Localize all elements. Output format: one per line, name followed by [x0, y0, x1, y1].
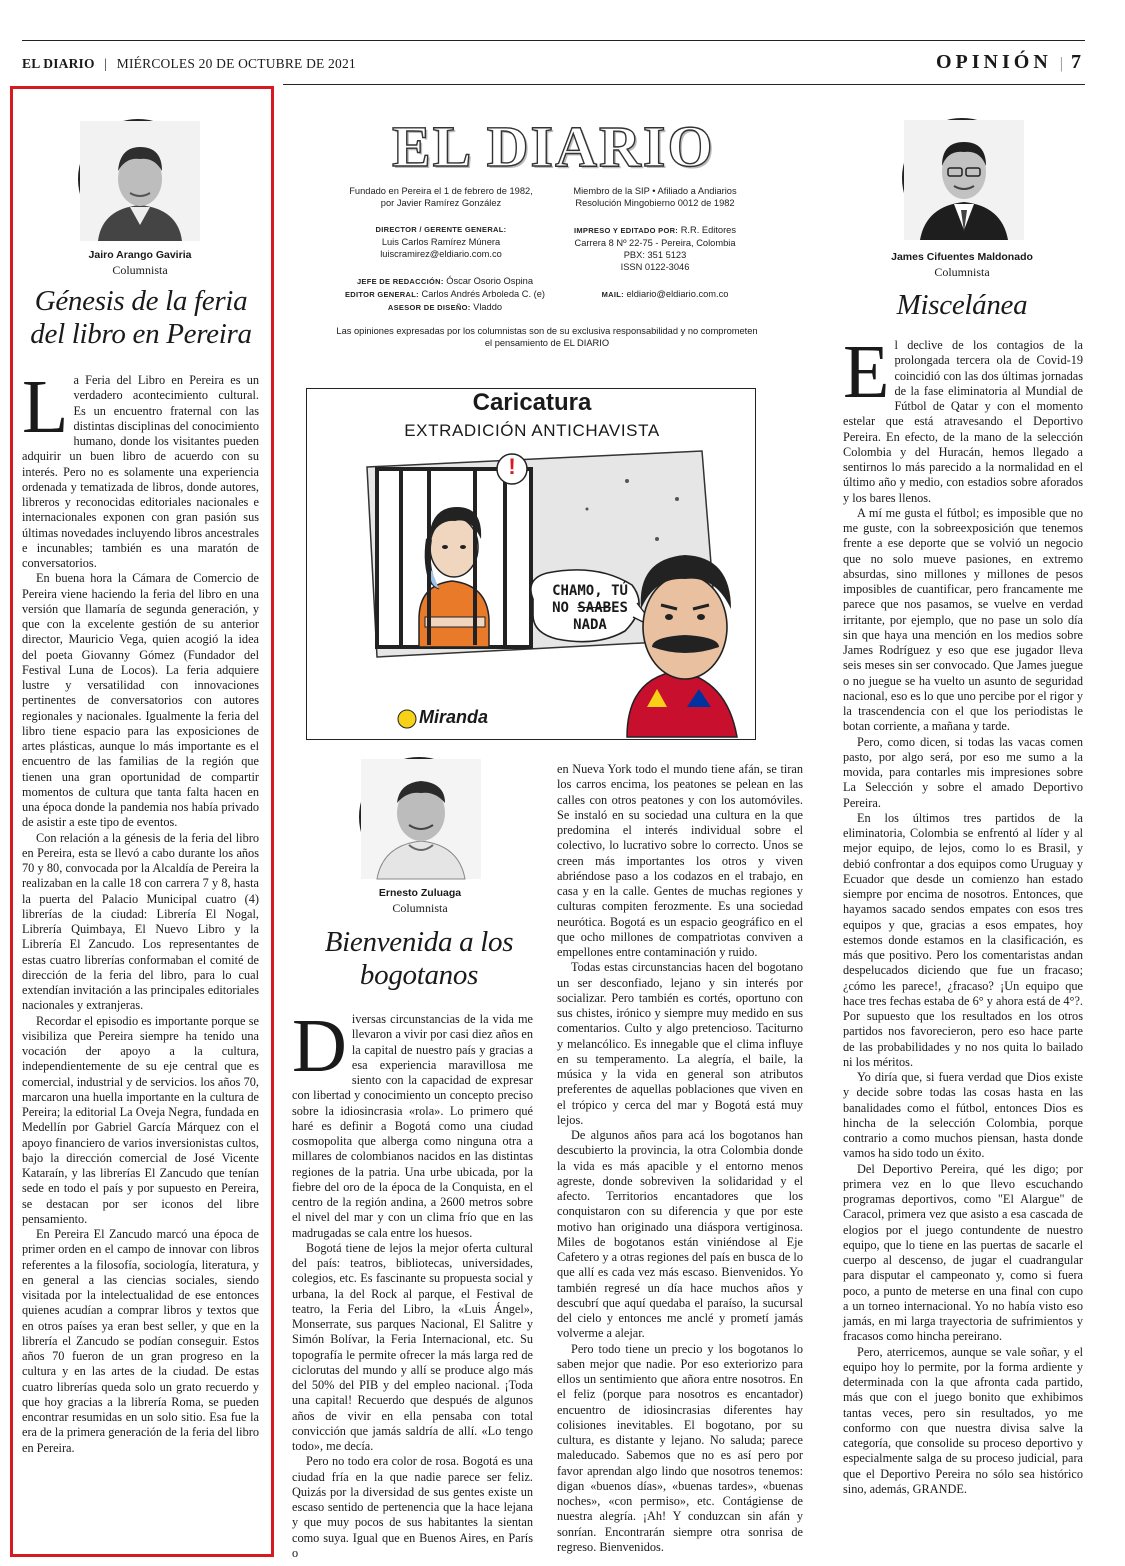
cartoon-heading: Caricatura: [472, 389, 592, 416]
masthead-membership: [555, 185, 755, 209]
pbx-line: PBX: 351 5123: [623, 250, 687, 260]
paragraph: A mí me gusta el fútbol; es imposible que no me guste, con la sobreexposición que tenemos frente a ese deporte que se volvió un negocio que no solo mueve pasiones, en extremo absurdas, sino millones y millones de pesos imposibles de cuantificar, pero francamente me parece que nos pasamos, se vuelve en verdad irritante, por ejemplo, que no pase un solo día sin que haya una mención en los medios sobre James Rodríguez y eso que ese jugador lleva seis meses sin ser convocado. Que James juegue o no juegue se ha vuelto un asunto de seguridad nacional, eso es lo que uno percibe por el rigor y la trascendencia con el que los periodistas le botan corriente, a mañana y tarde.: [843, 505, 1083, 734]
director-label: DIRECTOR / GERENTE GENERAL:: [375, 225, 507, 234]
article-title: Miscelánea: [896, 289, 1028, 321]
mail-address[interactable]: eldiario@eldiario.com.co: [626, 289, 729, 299]
paragraph: Pero todo tiene un precio y los bogotanos lo saben mejor que nadie. Por eso exteriorizo para ellos un sentimiento que añora entre nosotros. En el feliz (porque para nosotros es encantador) encuentro de idiosincrasias diferentes hay colisiones inevitables. El bogotano, por su cultura, es distante y lejano. No saluda; parece maleducado. Sabemos que no es así pero por favor aprendan algo lindo que nosotros tenemos: digan «buenos días», «buenas tardes», «buenas noches», «con permiso», etc. Contágiense de nuestra alegría. ¡Ah! Y conduzcan sin afán y sonrían. Encontrarán siempre otra sonrisa de regreso. Bienvenidos.: [557, 1341, 803, 1554]
header-separator: |: [104, 56, 108, 71]
design-label: ASESOR DE DISEÑO:: [387, 303, 471, 312]
founder-line: por Javier Ramírez González: [380, 198, 502, 208]
cartoon-title: EXTRADICIÓN ANTICHAVISTA: [404, 421, 660, 440]
page-number: 7: [1071, 51, 1085, 73]
paragraph: Del Deportivo Pereira, qué les digo; por primera vez en lo que llevo escuchando programas deportivos, como "El Alargue" de Caracol, primera vez que asisto a esa cascada de elogios por el juego contundente de nuestro equipo, que lo tiene en las puertas de sacarle el cuerpo al descenso, de jugar el cuadrangular para disputar el campeonato y, como si fuera poco, a punto de meterse en una final con cupo a un torneo internacional. Yo no había visto eso jamás, en mi larga trayectoria de sufrimientos y fracasos como hincha pereirano.: [843, 1161, 1083, 1344]
paragraph: Con relación a la génesis de la feria del libro en Pereira, esta se llevó a cabo durante los años 70 y 80, convocada por la Alcaldía de Pereira la realizaban en la calle 18 con carrera 7 y 8, hasta la puerta del Palacio Municipal cuatro (4) librerías de la ciudad: Librería El Nogal, Librería Quimbaya, El Nuevo Libro y la Librería El Zancudo. Los representantes de estas cuatro librerías conformaban el comité de dirección de la feria del libro, para lo cual extendían invitación a las principales editoriales nacionales y extranjeras.: [22, 830, 259, 1013]
paragraph: En buena hora la Cámara de Comercio de Pereira viene haciendo la feria del libro en una versión que llamaría de segunda generación, y que con la excelente gestión de su anterior director, Mauricio Vega, quien acogió la idea del poeta Giovanny Gómez (Fundador del Festival Luna de Locos). La feria adquiere lustre y versatilidad con innovaciones pertinentes de conversatorios con autores regionales y nacionales. Igualmente la feria del libro tiene espacio para las exposiciones de artes plásticas, aunque lo más importante es el encuentro de las familias de la región que tienen una gran oportunidad de compartir momentos de cultura que tanta falta hacen en una época donde la pandemia nos había privado de asistir a este tipo de eventos.: [22, 571, 259, 830]
edition-date: MIÉRCOLES 20 DE OCTUBRE DE 2021: [116, 56, 356, 71]
member-line: Miembro de la SIP • Afiliado a Andiarios: [573, 186, 737, 196]
drop-cap: E: [843, 330, 890, 414]
author-photo-jairo: [78, 119, 198, 239]
resolution-line: Resolución Mingobierno 0012 de 1982: [575, 198, 735, 208]
redaccion-name: Óscar Osorio Ospina: [446, 276, 534, 286]
bubble-line-3: NADA: [573, 617, 607, 633]
bubble-strike: SAAB: [577, 600, 612, 616]
author-name: Ernesto Zuluaga: [378, 887, 462, 899]
paragraph: En los últimos tres partidos de la eliminatoria, Colombia se enfrentó al líder y al mejor equipo, de lejos, como lo es Brasil, y debió confrontar a dos equipos como Uruguay y Ecuador que desde un comienzo han estado siempre por encima de nosotros. Entonces, que hayamos sacado sendos empates con esos tres equipos y que, gracias a esos empates, hoy estemos donde estamos en la clasificación, es más que positivo. Pero los comentaristas andan despelucados diciendo que fue un fracaso; ¿cómo les parece!, ¿fracaso? ¡Un equipo que hace tres fechas estaba de 6° y ahora está de 4°?. Por supuesto que los resultados en los otros partidos nos favorecieron, pero eso hace parte de las probabilidades y no nos quita lo bailado ni los méritos.: [843, 810, 1083, 1069]
masthead-editors: [330, 275, 560, 314]
paragraph: Recordar el episodio es importante porque se visibiliza que Pereira siempre ha tenido una vocación der apoyo a la cultura, independientemente de su eje central que es comercial, industrial y de servicios. los años 70, marcaron una huella importante en la cultura de Pereira; la editorial La Oveja Negra, fundada en Medellín por Gabriel García Márquez con el apoyo financiero de varios inversionistas cultos, bajo la dirección comercial de José Vicente Kataraín, y las librerías El Zancudo que tenían sede en todo el país y por supuesto en Pereira, se destacan por ser iconos del libre pensamiento.: [22, 1013, 259, 1226]
editor-label: EDITOR GENERAL:: [344, 290, 419, 299]
cartoon-box: [306, 388, 756, 740]
paragraph: Pero, como dicen, si todas las vacas comen pasto, por algo será, por eso me sumo a la movida, para contarles mis impresiones sobre La Selección y sobre el amado Deportivo Pereira.: [843, 734, 1083, 810]
paragraph: en Nueva York todo el mundo tiene afán, se tiran los carros encima, los peatones se pelean en las calles con otros peatones y con los automóviles. Se instaló en su sociedad una cultura en la que predomina el interés individual sobre el colectivo, lo lucrativo sobre lo correcto. Unos se creen más importantes los otros y viven abriéndose paso a los codazos en el trabajo, en casa y en la calle. Gentes de muchas regiones y culturas compiten ferozmente. Es una sociedad neurótica. Bogotá es un espacio geográfico en el que ocho millones de compatriotas conviven a empellones entre contaminación y ruido.: [557, 762, 803, 959]
header-rule: [283, 84, 1085, 85]
top-rule: [22, 40, 1085, 41]
author-role: Columnista: [934, 265, 990, 279]
exclamation-mark: !: [508, 454, 516, 479]
printed-label: IMPRESO Y EDITADO POR:: [573, 226, 679, 235]
author-role: Columnista: [112, 263, 168, 277]
printed-by: R.R. Editores: [680, 225, 736, 235]
page-header-right: [936, 51, 1085, 74]
mail-label: MAIL:: [601, 290, 624, 299]
masthead-printer: [555, 224, 755, 273]
paragraph: Pero, aterricemos, aunque se vale soñar, y el equipo hoy lo permite, por la forma ardiente y determinada con la que afronta cada partido, más que con el juego bonito que exhibimos tantas veces, pero sin resultados, yo me conformo con que nuestra divisa salve la categoría, que consolide su proceso deportivo y especialmente salga de su proceso judicial, para que el Deportivo Pereira no sólo sea histórico sino, además, GRANDE.: [843, 1344, 1083, 1496]
article-body-bogotanos-part2: [557, 762, 803, 1557]
masthead-director: [346, 224, 536, 260]
editor-name: Carlos Andrés Arboleda C. (e): [421, 289, 546, 299]
article-title: Bienvenida a los bogotanos: [324, 926, 514, 991]
redaccion-label: JEFE DE REDACCIÓN:: [356, 277, 444, 286]
bubble-es: ES: [611, 600, 628, 616]
address-line: Carrera 8 Nº 22-75 - Pereira, Colombia: [574, 238, 736, 248]
author-name: Jairo Arango Gaviria: [88, 249, 192, 261]
cartoon-illustration: [307, 389, 757, 741]
paragraph: De algunos años para acá los bogotanos han descubierto la provincia, la otra Colombia donde la vida es más apacible y el entorno menos agreste, donde sobreviven la solidaridad y el afecto. Territorios encantadores que los conquistaron con su diferencia y que por este motivo han originado una diáspora vertiginosa. Miles de bogotanos están viniéndose al Eje Cafetero y a otras regiones del país en busca de lo que allí es cada vez más escaso. Bienvenidos. Yo también regresé un día hace muchos años y descubrí que aquí quedaba el paraíso, la sucursal del cielo y entonces me anclé y prometí jamás volverme a alejar.: [557, 1128, 803, 1341]
article-body-bogotanos-part1: [292, 1004, 533, 1560]
author-photo-ernesto: [359, 757, 479, 877]
masthead-founded: [346, 185, 536, 209]
paragraph: Pero no todo era color de rosa. Bogotá es una ciudad fría en la que nadie parece ser feliz. Quizás por la diversidad de sus gentes existe un escaso sentido de pertenencia que la hace lejana y que muy pocos de sus habitantes la sientan como suya. Igual que en Buenos Aires, en París o: [292, 1454, 533, 1560]
opinion-disclaimer: Las opiniones expresadas por los columnistas son de su exclusiva responsabilidad y no comprometen el pensamiento de EL DIARIO: [336, 326, 758, 348]
paragraph: Diversas circunstancias de la vida me llevaron a vivir por casi diez años en la capital de nuestro país y gracias a esa experiencia maravillosa me siento con la capacidad de expresar con libertad y conocimiento un concepto preciso sobre la idiosincrasia «rola». Lo primero qué haré es definir a Bogotá como una ciudad cosmopolita que alberga como ninguna otra a millares de colombianos nacidos en las distintas regiones de la patria. Una urbe ubicada, por la fiebre del oro de la época de la Conquista, en el centro de la región andina, a 2600 metros sobre el nivel del mar y con un clima frío que en las madrugadas se cala entre los huesos.: [292, 1004, 533, 1240]
design-name: Vladdo: [473, 302, 503, 312]
section-name: OPINIÓN: [936, 51, 1052, 73]
paragraph: Bogotá tiene de lejos la mejor oferta cultural del país: teatros, bibliotecas, universidades, colegios, etc. Es fascinante su propuesta social y urbana, la del Rock al parque, el Festival de teatro, la Feria del Libro, la «Luis Ángel», Monserrate, sus parques Nacional, El Salitre y Simón Bolívar, la Feria Internacional, etc. Su topografía le permite ofrecer la más larga red de ciclorutas del mundo y allí se produce algo más del 50% del PIB y del empleo nacional. ¡Toda una capital! Recuerdo que después de algunos años de vivir en ella pensaba con total convicción que jamás saldría de allí. «Lo tengo todo», me decía.: [292, 1240, 533, 1453]
paragraph: Todas estas circunstancias hacen del bogotano un ser desconfiado, lejano y sin interés por socializar. Pero también es cortés, oportuno con sus chistes, irónico y siempre muy medido en sus comentarios. Culto y algo pretencioso. Taciturno y melancólico. Es innegable que el clima influye en su temperamento. La alegría, el baile, la música y la vida en general son atributos preferentes de aquellas poblaciones que viven en el trópico y cerca del mar y Bogotá está muy lejos.: [557, 960, 803, 1127]
author-role: Columnista: [392, 901, 448, 915]
drop-cap: L: [22, 365, 69, 449]
header-separator-right: |: [1059, 55, 1063, 72]
paragraph: En Pereira El Zancudo marcó una época de primer orden en el campo de innovar con libros referentes a la filosofía, sociología, literatura, y en general a las ciencias sociales, siendo visitada por la intelectualidad de ese entonces quienes acudían a comprar libros y textos que en otros países ya eran best seller, y que en la librería el Zancudo se podían conseguir. Estos años 70 fueron de un gran progreso en la cultura y en las artes de la ciudad. De estas cuatro librerías queda solo un grato recuerdo y que hoy gracias a la librería Roma, se pueden encontrar resumidas en un solo sitio. Esa fue la era de la primera generación de la feria del libro en Pereira.: [22, 1227, 259, 1455]
author-photo-james: [902, 118, 1022, 238]
paragraph: El declive de los contagios de la prolongada tercera ola de Covid-19 coincidió con las dos últimas jornadas de la fase eliminatoria al Mundial de Fútbol de Qatar y con el momento estelar que está atravesando el Deportivo Pereira. En efecto, de la mano de la selección Colombia y del Huracán, hemos llegado a sentirnos lo más parecido a la normalidad en el último año y medio, con estadios sobre aforados y los bares llenos.: [843, 330, 1083, 505]
author-name: James Cifuentes Maldonado: [891, 251, 1033, 263]
page-header-left: [22, 56, 356, 72]
article-body-miscelanea: [843, 330, 1083, 1553]
director-name: Luis Carlos Ramírez Múnera: [381, 237, 501, 247]
masthead-mail: [570, 288, 760, 301]
paragraph: Yo diría que, si fuera verdad que Dios existe y decide sobre todas las cosas hasta en las banalidades como el fútbol, entonces Dios es hincha de la selección Colombia, porque contrario a como muchos piensan, hasta donde vamos ha sido todo un éxito.: [843, 1070, 1083, 1161]
bubble-line-2: [537, 600, 643, 617]
bubble-line-1: CHAMO, TÚ: [552, 583, 628, 599]
cartoonist-signature: Miranda: [419, 707, 489, 727]
speech-bubble: [537, 583, 643, 634]
bubble-no: NO: [552, 600, 578, 616]
paragraph: La Feria del Libro en Pereira es un verdadero acontecimiento cultural. Es un encuentro fraternal con las distintas disciplinas del conocimiento humano, donde los visitantes pueden adquirir un buen libro de acuerdo con su interés. Pero no es solamente una experiencia ordenada y tematizada de libros, donde autores, libreros y reconocidas editoriales nacionales e internacionales exponen con gran pasión sus últimas novedades incluyendo libros ancestrales e incunables; también es una maratón de conversatorios.: [22, 365, 259, 570]
paper-name: EL DIARIO: [22, 56, 95, 71]
director-email: luiscramirez@eldiario.com.co: [380, 249, 502, 259]
masthead-logo: EL DIARIO: [392, 114, 715, 179]
article-title: Génesis de la feria del libro en Pereira: [30, 285, 252, 350]
issn-line: ISSN 0122-3046: [620, 262, 690, 272]
drop-cap: D: [292, 1004, 347, 1088]
article-body-feria: [22, 365, 259, 1525]
founded-line: Fundado en Pereira el 1 de febrero de 1982,: [349, 186, 533, 196]
